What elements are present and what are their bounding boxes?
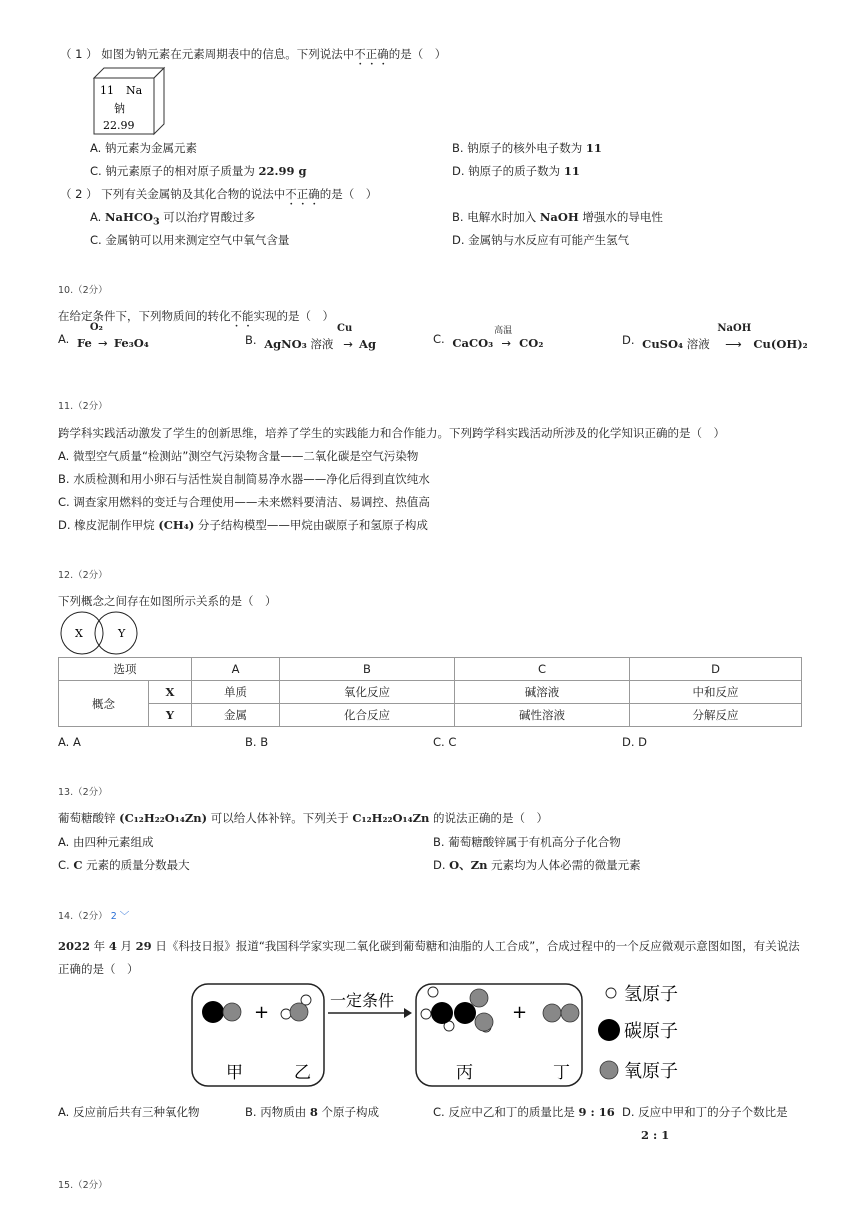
legend-oxygen-icon bbox=[600, 1061, 618, 1079]
bing-hydrogen-atom bbox=[421, 1009, 431, 1019]
venn-y-label: Y bbox=[118, 627, 126, 640]
legend-oxygen-label: 氧原子 bbox=[624, 1061, 678, 1082]
row-key: Y bbox=[149, 704, 192, 727]
table-header-cell: B bbox=[280, 658, 455, 681]
table-cell: 单质 bbox=[192, 681, 280, 704]
legend-carbon-icon bbox=[598, 1019, 620, 1041]
q11-option-c[interactable]: C. 调查家用燃料的变迁与合理使用——未来燃料要清洁、易调控、热值高 bbox=[58, 495, 430, 509]
q13-option-b[interactable]: B. 葡萄糖酸锌属于有机高分子化合物 bbox=[433, 835, 621, 849]
table-header-cell: 选项 bbox=[59, 658, 192, 681]
q9-p2-option-b[interactable]: B. 电解水时加入 NaOH 增强水的导电性 bbox=[452, 210, 663, 224]
card-name: 钠 bbox=[114, 102, 125, 115]
q14-option-d-value: 2 : 1 bbox=[641, 1128, 670, 1142]
q9-p2-option-c[interactable]: C. 金属钠可以用来测定空气中氧气含量 bbox=[90, 233, 290, 247]
q9-p1-option-c[interactable]: C. 钠元素原子的相对原子质量为 22.99 g bbox=[90, 164, 307, 178]
q9-p1-option-d[interactable]: D. 钠原子的质子数为 11 bbox=[452, 164, 580, 178]
q14-option-c[interactable]: C. 反应中乙和丁的质量比是 9 : 16 bbox=[433, 1105, 615, 1119]
label-bing: 丙 bbox=[456, 1063, 473, 1083]
row-key: X bbox=[149, 681, 192, 704]
q11-option-a[interactable]: A. 微型空气质量“检测站”测空气污染物含量——二氧化碳是空气污染物 bbox=[58, 449, 419, 463]
q10-meta: 10.（2分） bbox=[58, 285, 108, 296]
q14-stem-line2: 正确的是（ ） bbox=[58, 962, 139, 976]
legend-hydrogen-label: 氢原子 bbox=[624, 984, 678, 1005]
reaction-diagram bbox=[186, 980, 686, 1090]
venn-diagram bbox=[58, 610, 144, 658]
q9-part2-stem: （ 2 ） 下列有关金属钠及其化合物的说法中不正确的是（ ） bbox=[60, 187, 378, 201]
q10-option-a[interactable]: A. Fe O₂ → Fe₃O₄ bbox=[58, 322, 149, 350]
label-yi: 乙 bbox=[294, 1063, 311, 1083]
q9-p2-option-d[interactable]: D. 金属钠与水反应有可能产生氢气 bbox=[452, 233, 630, 247]
q12-option-d[interactable]: D. D bbox=[622, 735, 648, 749]
q15-meta: 15.（2分） bbox=[58, 1180, 108, 1191]
q11-stem: 跨学科实践活动激发了学生的创新思维，培养了学生的实践能力和合作能力。下列跨学科实践活动所涉及的化学知识正确的是（ ） bbox=[58, 426, 725, 440]
q13-stem: 葡萄糖酸锌 (C₁₂H₂₂O₁₄Zn) 可以给人体补锌。下列关于 C₁₂H₂₂O₁₄Zn 的说法正确的是（ ） bbox=[58, 811, 549, 825]
table-header-cell: C bbox=[455, 658, 630, 681]
row-group-label: 概念 bbox=[59, 681, 149, 727]
q11-option-b[interactable]: B. 水质检测和用小卵石与活性炭自制简易净水器——净化后得到直饮纯水 bbox=[58, 472, 430, 486]
table-cell: 碱性溶液 bbox=[455, 704, 630, 727]
plus-sign-2: + bbox=[512, 1002, 528, 1023]
card-atomic-number: 11 bbox=[100, 84, 114, 97]
table-header-cell: D bbox=[630, 658, 802, 681]
yi-oxygen-atom bbox=[290, 1003, 308, 1021]
periodic-table-card bbox=[88, 66, 168, 136]
q14-stem-line1: 2022 年 4 月 29 日《科技日报》报道“我国科学家实现二氧化碳到葡萄糖和油脂的人工合成”，合成过程中的一个反应微观示意图如图，有关说法 bbox=[58, 939, 800, 953]
ding-oxygen-atom bbox=[543, 1004, 561, 1022]
q12-meta: 12.（2分） bbox=[58, 570, 108, 581]
table-cell: 碱溶液 bbox=[455, 681, 630, 704]
q14-option-a[interactable]: A. 反应前后共有三种氧化物 bbox=[58, 1105, 200, 1119]
label-ding: 丁 bbox=[553, 1063, 570, 1083]
q12-stem: 下列概念之间存在如图所示关系的是（ ） bbox=[58, 594, 277, 608]
q9-p2-option-a[interactable]: A. NaHCO$_3$ 可以治疗胃酸过多 bbox=[90, 210, 256, 228]
jia-carbon-atom bbox=[202, 1001, 224, 1023]
q10-option-d[interactable]: D. CuSO₄ 溶液 NaOH ⟶ Cu(OH)₂ bbox=[622, 323, 808, 351]
q10-option-c[interactable]: C. CaCO₃ 高温 → CO₂ bbox=[433, 326, 544, 350]
reaction-condition: 一定条件 bbox=[330, 991, 395, 1010]
q9-part1-stem: （ 1 ） 如图为钠元素在元素周期表中的信息。下列说法中不正确的是（ ） bbox=[60, 47, 447, 61]
table-header-cell: A bbox=[192, 658, 280, 681]
q11-option-d[interactable]: D. 橡皮泥制作甲烷 (CH₄) 分子结构模型——甲烷由碳原子和氢原子构成 bbox=[58, 518, 428, 532]
table-header-row bbox=[59, 658, 802, 681]
q12-options-table bbox=[58, 657, 802, 727]
ding-oxygen-atom bbox=[561, 1004, 579, 1022]
table-cell: 化合反应 bbox=[280, 704, 455, 727]
q9-p1-option-b[interactable]: B. 钠原子的核外电子数为 11 bbox=[452, 141, 602, 155]
bing-oxygen-atom bbox=[475, 1013, 493, 1031]
card-mass: 22.99 bbox=[103, 119, 135, 132]
q14-option-b[interactable]: B. 丙物质由 8 个原子构成 bbox=[245, 1105, 380, 1119]
q13-option-d[interactable]: D. O、Zn 元素均为人体必需的微量元素 bbox=[433, 858, 641, 872]
q10-stem: 在给定条件下，下列物质间的转化不能实现的是（ ） bbox=[58, 309, 334, 323]
q13-option-a[interactable]: A. 由四种元素组成 bbox=[58, 835, 154, 849]
jia-oxygen-atom bbox=[223, 1003, 241, 1021]
venn-x-label: X bbox=[75, 627, 83, 640]
table-row bbox=[59, 704, 802, 727]
q13-option-c[interactable]: C. C 元素的质量分数最大 bbox=[58, 858, 190, 872]
q11-meta: 11.（2分） bbox=[58, 401, 108, 412]
q12-option-c[interactable]: C. C bbox=[433, 735, 457, 749]
q14-option-d[interactable]: D. 反应中甲和丁的分子个数比是 bbox=[622, 1105, 788, 1119]
reaction-arrow-head bbox=[404, 1008, 412, 1018]
q14-meta: 14.（2分） 2 ﹀ bbox=[58, 911, 130, 922]
expand-toggle[interactable]: 2 ﹀ bbox=[110, 911, 130, 922]
q12-option-a[interactable]: A. A bbox=[58, 735, 81, 749]
table-cell: 分解反应 bbox=[630, 704, 802, 727]
card-symbol: Na bbox=[126, 84, 143, 97]
bing-hydrogen-atom bbox=[428, 987, 438, 997]
bing-carbon-atom bbox=[454, 1002, 476, 1024]
yi-hydrogen-atom bbox=[281, 1009, 291, 1019]
table-row bbox=[59, 681, 802, 704]
table-cell: 中和反应 bbox=[630, 681, 802, 704]
bing-oxygen-atom bbox=[470, 989, 488, 1007]
table-cell: 金属 bbox=[192, 704, 280, 727]
legend-hydrogen-icon bbox=[606, 988, 616, 998]
table-cell: 氧化反应 bbox=[280, 681, 455, 704]
bing-carbon-atom bbox=[431, 1002, 453, 1024]
label-jia: 甲 bbox=[226, 1063, 243, 1083]
plus-sign-1: + bbox=[254, 1002, 270, 1023]
legend-carbon-label: 碳原子 bbox=[624, 1021, 678, 1042]
q10-option-b[interactable]: B. AgNO₃ 溶液 Cu → Ag bbox=[245, 323, 377, 351]
q9-p1-option-a[interactable]: A. 钠元素为金属元素 bbox=[90, 141, 197, 155]
q12-option-b[interactable]: B. B bbox=[245, 735, 269, 749]
q13-meta: 13.（2分） bbox=[58, 787, 108, 798]
